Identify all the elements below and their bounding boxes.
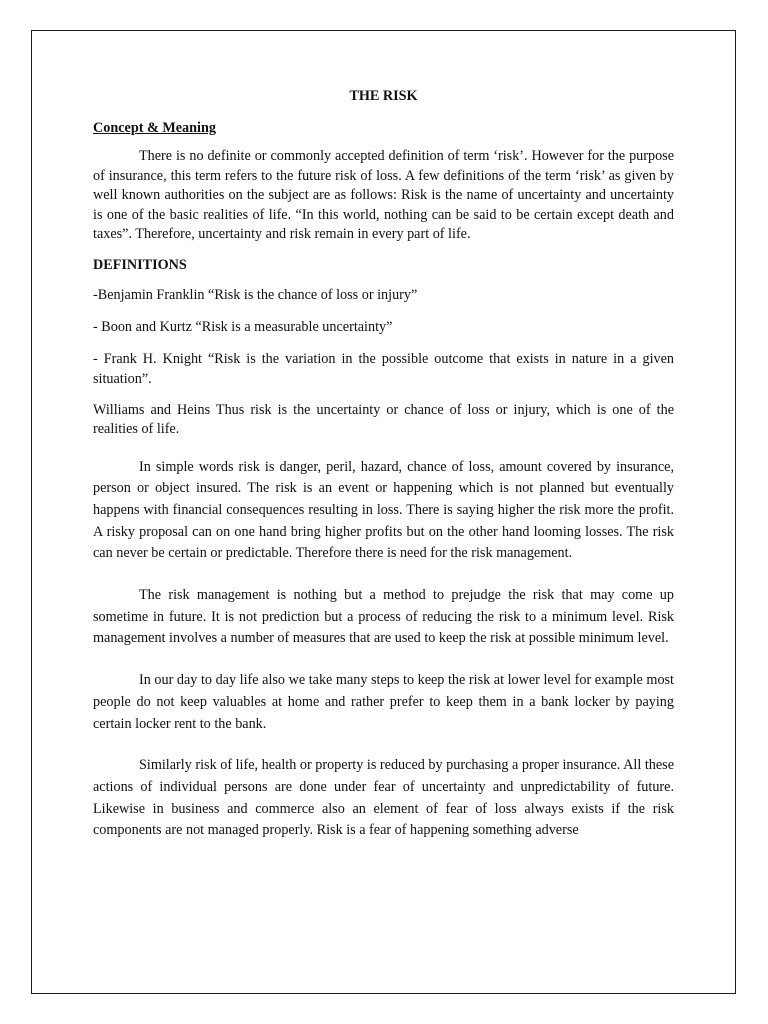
simple-words-paragraph: In simple words risk is danger, peril, hazard, chance of loss, amount covered by insurance, person or object insured. The risk is an event or happening which is not planned but eventually happens with financial consequences resulting in loss. There is saying higher the risk more the profit. A risky proposal can on one hand bring higher profits but on the other hand looming losses. The risk can never be certain or predictable. Therefore there is need for the risk management.: [93, 458, 674, 562]
definition-knight: - Frank H. Knight “Risk is the variation in the possible outcome that exists in nature in a given situation”.: [93, 350, 674, 387]
concept-paragraph: There is no definite or commonly accepted definition of term ‘risk’. However for the purpose of insurance, this term refers to the future risk of loss. A few definitions of the term ‘risk’ as given by well known authorities on the subject are as follows: Risk is the name of uncertainty and uncertainty is one of the basic realities of life. “In this world, nothing can be said to be certain except death and taxes”. Therefore, uncertainty and risk remain in every part of life.: [93, 148, 674, 242]
document-body: [93, 86, 674, 842]
definition-boon-kurtz: - Boon and Kurtz “Risk is a measurable uncertainty”: [93, 318, 393, 335]
concept-heading: Concept & Meaning: [93, 120, 216, 136]
definition-franklin: -Benjamin Franklin “Risk is the chance of loss or injury”: [93, 286, 418, 303]
williams-heins-paragraph: Williams and Heins Thus risk is the uncertainty or chance of loss or injury, which is one of the realities of life.: [93, 401, 674, 437]
risk-management-paragraph: The risk management is nothing but a method to prejudge the risk that may come up sometime in future. It is not prediction but a process of reducing the risk to a minimum level. Risk management involves a number of measures that are used to keep the risk at possible minimum level.: [93, 587, 674, 647]
document-title: THE RISK: [349, 88, 418, 104]
definitions-heading: DEFINITIONS: [93, 256, 187, 273]
day-to-day-paragraph: In our day to day life also we take many steps to keep the risk at lower level for example most people do not keep valuables at home and rather prefer to keep them in a bank locker by paying certain locker rent to the bank.: [93, 672, 674, 732]
similarly-paragraph: Similarly risk of life, health or property is reduced by purchasing a proper insurance. All these actions of individual persons are done under fear of uncertainty and unpredictability of future. Likewise in business and commerce also an element of fear of loss always exists if the risk components are not managed properly. Risk is a fear of happening something adverse: [93, 757, 674, 839]
